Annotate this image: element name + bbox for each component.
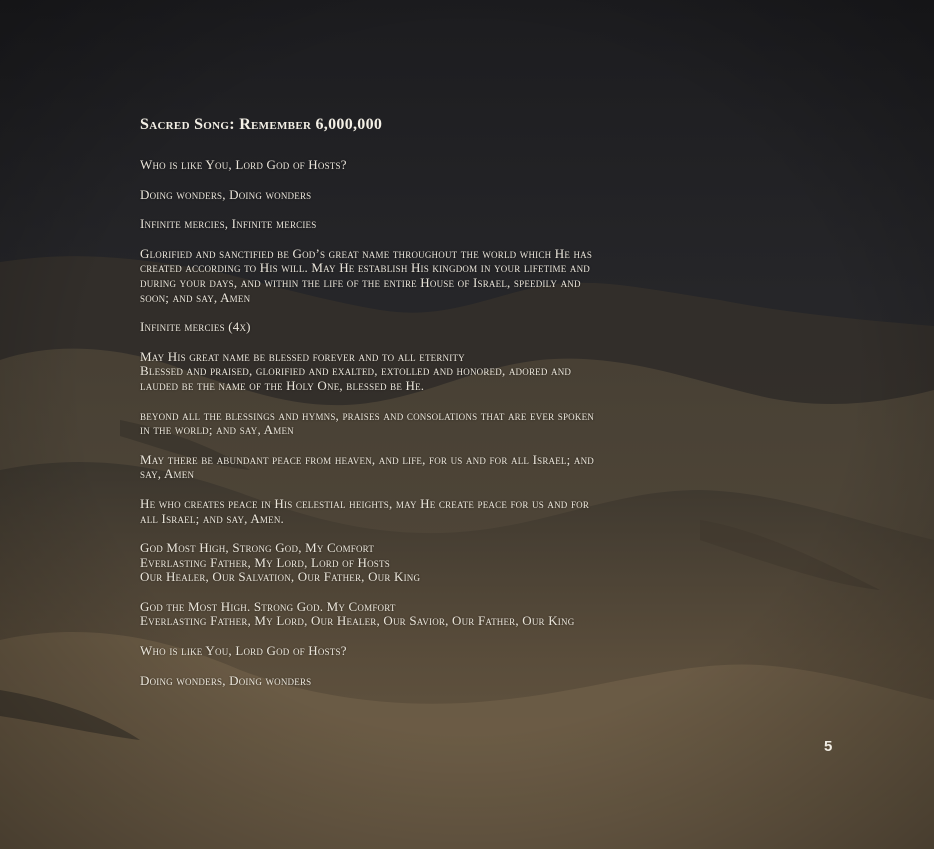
lyrics-line: Who is like You, Lord God of Hosts? [140, 157, 347, 172]
lyrics-line: Glorified and sanctified be God’s great name throughout the world which He has [140, 245, 593, 261]
lyrics-line: Everlasting Father, My Lord, Our Healer, Our Savior, Our Father, Our King [140, 613, 575, 629]
lyrics-line: God Most High, Strong God, My Comfort [140, 540, 375, 556]
lyrics-line: during your days, and within the life of the entire House of Israel, speedily and [140, 274, 581, 290]
lyrics-stanza [140, 541, 700, 585]
lyrics-line: May there be abundant peace from heaven, and life, for us and for all Israel; and [140, 451, 594, 467]
song-text-block [140, 116, 700, 703]
lyrics-stanza [140, 188, 700, 203]
lyrics-line: say, Amen [140, 466, 195, 482]
lyrics-line: May His great name be blessed forever and to all eternity [140, 348, 465, 364]
lyrics-stanza [140, 247, 700, 305]
lyrics-line: Everlasting Father, My Lord, Lord of Hosts [140, 554, 390, 570]
lyrics-line: Doing wonders, Doing wonders [140, 672, 312, 688]
lyrics-line: in the world; and say, Amen [140, 422, 294, 438]
lyrics-line: lauded be the name of the Holy One, blessed be He. [140, 377, 425, 393]
lyrics-line: beyond all the blessings and hymns, praises and consolations that are ever spoken [140, 407, 594, 423]
lyrics-stanza [140, 674, 700, 689]
lyrics-stanza [140, 600, 700, 629]
lyrics-stanza [140, 158, 700, 173]
lyrics-line: Blessed and praised, glorified and exalted, extolled and honored, adored and [140, 363, 572, 379]
lyrics-stanza [140, 320, 700, 335]
lyrics-line: soon; and say, Amen [140, 289, 251, 305]
song-title: Sacred Song: Remember 6,000,000 [140, 116, 383, 133]
lyrics-line: Infinite mercies, Infinite mercies [140, 216, 317, 232]
lyrics-line: Doing wonders, Doing wonders [140, 186, 312, 202]
lyrics-stanza [140, 497, 700, 526]
lyrics-line: Who is like You, Lord God of Hosts? [140, 643, 347, 659]
lyrics-stanza [140, 217, 700, 232]
lyrics-stanza [140, 453, 700, 482]
lyrics-line: God the Most High. Strong God. My Comfort [140, 598, 396, 614]
lyrics-stanza [140, 644, 700, 659]
lyrics-container [140, 158, 700, 688]
lyrics-line: created according to His will. May He establish His kingdom in your lifetime and [140, 260, 590, 276]
lyrics-stanza [140, 409, 700, 438]
lyrics-line: He who creates peace in His celestial heights, may He create peace for us and for [140, 495, 590, 511]
page-number: 5 [824, 738, 833, 755]
lyrics-stanza [140, 350, 700, 394]
lyrics-line: all Israel; and say, Amen. [140, 510, 284, 526]
lyrics-line: Our Healer, Our Salvation, Our Father, Our King [140, 569, 421, 585]
lyrics-line: Infinite mercies (4x) [140, 319, 251, 335]
